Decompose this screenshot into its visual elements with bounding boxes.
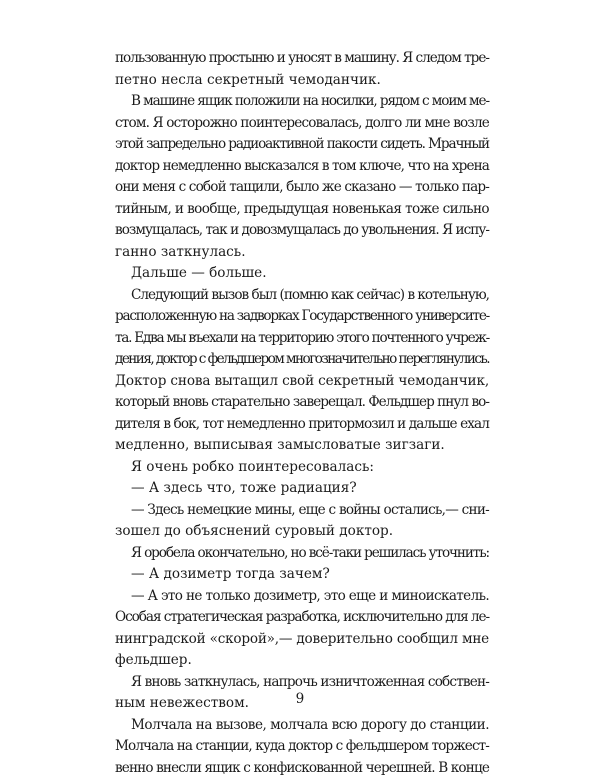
text-line: дения, доктор с фельдшером многозначительно переглянулись. <box>115 349 489 371</box>
text-line: Молчала на станции, куда доктор с фельдшером торжест- <box>115 736 489 758</box>
text-line: дителя в бок, тот немедленно притормозил и дальше ехал <box>115 414 489 436</box>
text-line: венно внесли ящик с конфискованной черешней. В конце <box>115 758 489 779</box>
text-line: зошел до объяснений суровый доктор. <box>115 521 489 543</box>
text-line: ганно заткнулась. <box>115 242 489 264</box>
text-line: который вновь старательно заверещал. Фельдшер пнул во- <box>115 392 489 414</box>
text-line: Молчала на вызове, молчала всю дорогу до станции. <box>115 715 489 737</box>
text-line: ным невежеством. <box>115 693 489 715</box>
text-line: этой запредельно радиоактивной пакости сидеть. Мрачный <box>115 134 489 156</box>
text-line: доктор немедленно высказался в том ключе, что на хрена <box>115 156 489 178</box>
text-line: — Здесь немецкие мины, еще с войны остались,— сни- <box>115 500 489 522</box>
text-line: они меня с собой тащили, было же сказано — только пар- <box>115 177 489 199</box>
text-line: Следующий вызов был (помню как сейчас) в котельную, <box>115 285 489 307</box>
text-line: фельдшер. <box>115 650 489 672</box>
text-line: — А дозиметр тогда зачем? <box>115 564 489 586</box>
text-line: тийным, и вообще, предыдущая новенькая тоже сильно <box>115 199 489 221</box>
text-line: возмущалась, так и довозмущалась до увольнения. Я испу- <box>115 220 489 242</box>
text-line: Дальше — больше. <box>115 263 489 285</box>
text-line: медленно, выписывая замысловатые зигзаги. <box>115 435 489 457</box>
text-line: та. Едва мы въехали на территорию этого почтенного учреж- <box>115 328 489 350</box>
page-number: 9 <box>0 691 600 707</box>
text-line: пользованную простыню и уносят в машину. Я следом тре- <box>115 48 489 70</box>
text-line: петно несла секретный чемоданчик. <box>115 70 489 92</box>
text-line: Я оробела окончательно, но всё-таки решилась уточнить: <box>115 543 489 565</box>
text-line: нинградской «скорой»,— доверительно сообщил мне <box>115 629 489 651</box>
page-body-text <box>115 48 489 779</box>
text-line: — А здесь что, тоже радиация? <box>115 478 489 500</box>
text-line: расположенную на задворках Государственного университе- <box>115 306 489 328</box>
text-line: В машине ящик положили на носилки, рядом с моим ме- <box>115 91 489 113</box>
text-line: Я очень робко поинтересовалась: <box>115 457 489 479</box>
text-line: Доктор снова вытащил свой секретный чемоданчик, <box>115 371 489 393</box>
text-line: Особая стратегическая разработка, исключительно для ле- <box>115 607 489 629</box>
text-line: Я вновь заткнулась, напрочь изничтоженная собствен- <box>115 672 489 694</box>
text-line: — А это не только дозиметр, это еще и миноискатель. <box>115 586 489 608</box>
text-line: стом. Я осторожно поинтересовалась, долго ли мне возле <box>115 113 489 135</box>
